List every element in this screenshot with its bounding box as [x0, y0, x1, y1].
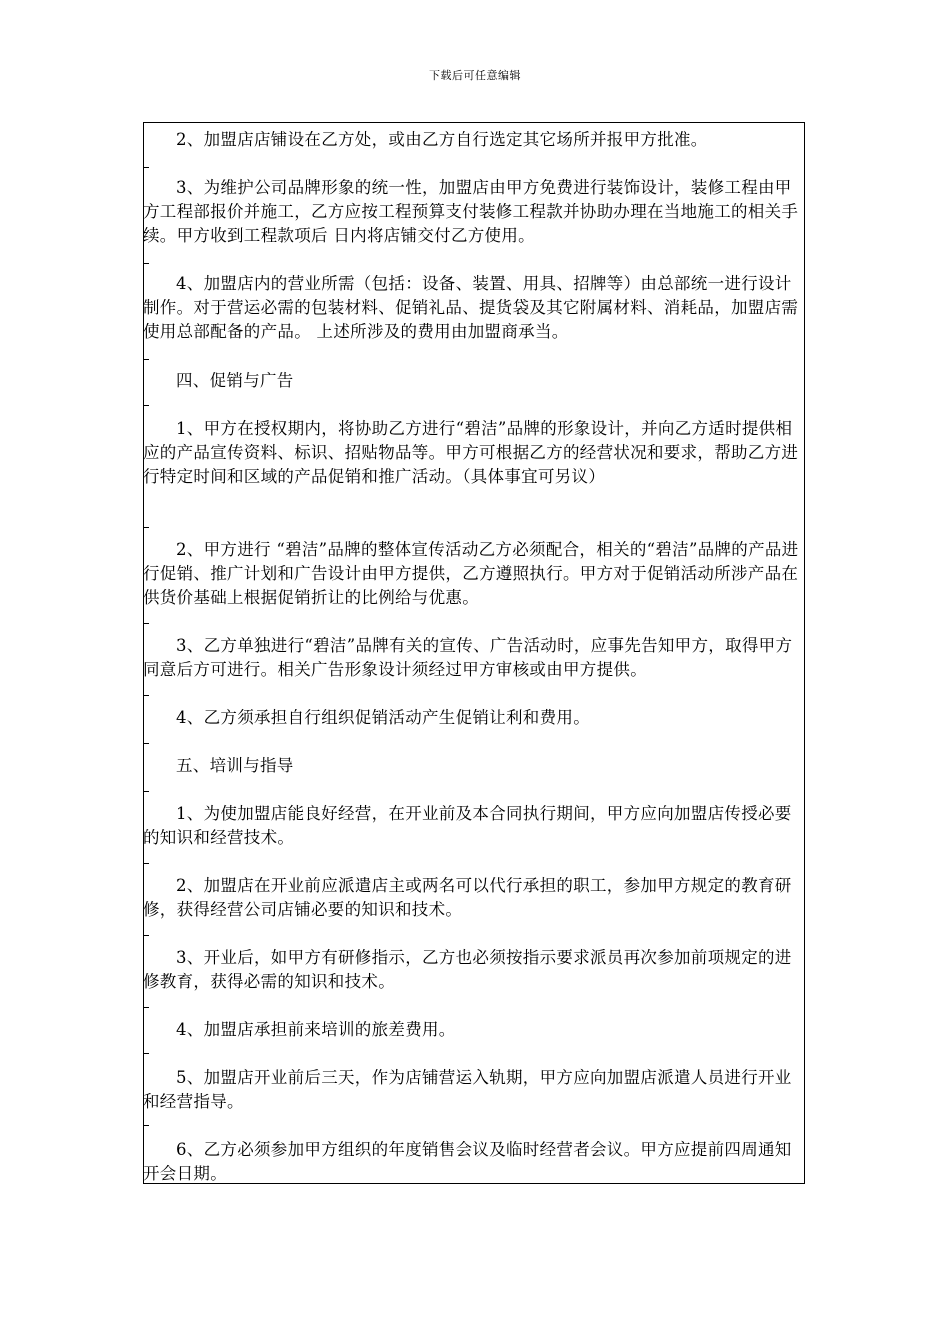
paragraph: 2、加盟店店铺设在乙方处，或由乙方自行选定其它场所并报甲方批准。 [176, 130, 708, 149]
paragraph: 2、甲方进行 “碧洁”品牌的整体宣传活动乙方必须配合，相关的“碧洁”品牌的产品进行促销、推广计划和广告设计由甲方提供，乙方遵照执行。甲方对于促销活动所涉产品在供货价基础上根据促销折让的比例给与优惠。 [143, 540, 799, 607]
paragraph: 4、加盟店内的营业所需（包括：设备、装置、用具、招牌等）由总部统一进行设计制作。对于营运必需的包装材料、促销礼品、提货袋及其它附属材料、消耗品，加盟店需使用总部配备的产品。 上述所涉及的费用由加盟商承当。 [143, 274, 799, 341]
frame-tick [144, 863, 149, 864]
frame-tick [144, 743, 149, 744]
frame-tick [144, 1007, 149, 1008]
section-heading: 五、培训与指导 [176, 756, 294, 775]
frame-tick [144, 695, 149, 696]
page-header-note: 下载后可任意编辑 [429, 69, 521, 82]
paragraph: 4、加盟店承担前来培训的旅差费用。 [176, 1020, 456, 1039]
paragraph: 2、加盟店在开业前应派遣店主或两名可以代行承担的职工，参加甲方规定的教育研修，获得经营公司店铺必要的知识和技术。 [143, 876, 792, 919]
paragraph: 1、为使加盟店能良好经营，在开业前及本合同执行期间，甲方应向加盟店传授必要的知识和经营技术。 [143, 804, 792, 847]
section-heading: 四、促销与广告 [176, 371, 294, 390]
frame-tick [144, 263, 149, 264]
paragraph: 3、乙方单独进行“碧洁”品牌有关的宣传、广告活动时，应事先告知甲方，取得甲方同意后方可进行。相关广告形象设计须经过甲方审核或由甲方提供。 [143, 636, 793, 679]
paragraph: 4、乙方须承担自行组织促销活动产生促销让利和费用。 [176, 708, 590, 727]
frame-tick [144, 791, 149, 792]
frame-tick [144, 405, 149, 406]
frame-tick [144, 623, 149, 624]
paragraph: 3、开业后，如甲方有研修指示，乙方也必须按指示要求派员再次参加前项规定的进修教育，获得必需的知识和技术。 [143, 948, 792, 991]
frame-tick [144, 1053, 149, 1054]
paragraph: 1、甲方在授权期内，将协助乙方进行“碧洁”品牌的形象设计，并向乙方适时提供相应的产品宣传资料、标识、招贴物品等。甲方可根据乙方的经营状况和要求，帮助乙方进行特定时间和区域的产品促销和推广活动。（具体事宜可另议） [143, 419, 799, 486]
paragraph: 3、为维护公司品牌形象的统一性，加盟店由甲方免费进行装饰设计，装修工程由甲方工程部报价并施工，乙方应按工程预算支付装修工程款并协助办理在当地施工的相关手续。甲方收到工程款项后 日内将店铺交付乙方使用。 [143, 178, 799, 245]
frame-tick [144, 167, 149, 168]
paragraph: 6、乙方必须参加甲方组织的年度销售会议及临时经营者会议。甲方应提前四周通知开会日期。 [143, 1140, 792, 1183]
paragraph: 5、加盟店开业前后三天，作为店铺营运入轨期，甲方应向加盟店派遣人员进行开业和经营指导。 [143, 1068, 792, 1111]
frame-tick [144, 359, 149, 360]
frame-tick [144, 1125, 149, 1126]
frame-tick [144, 527, 149, 528]
frame-tick [144, 935, 149, 936]
